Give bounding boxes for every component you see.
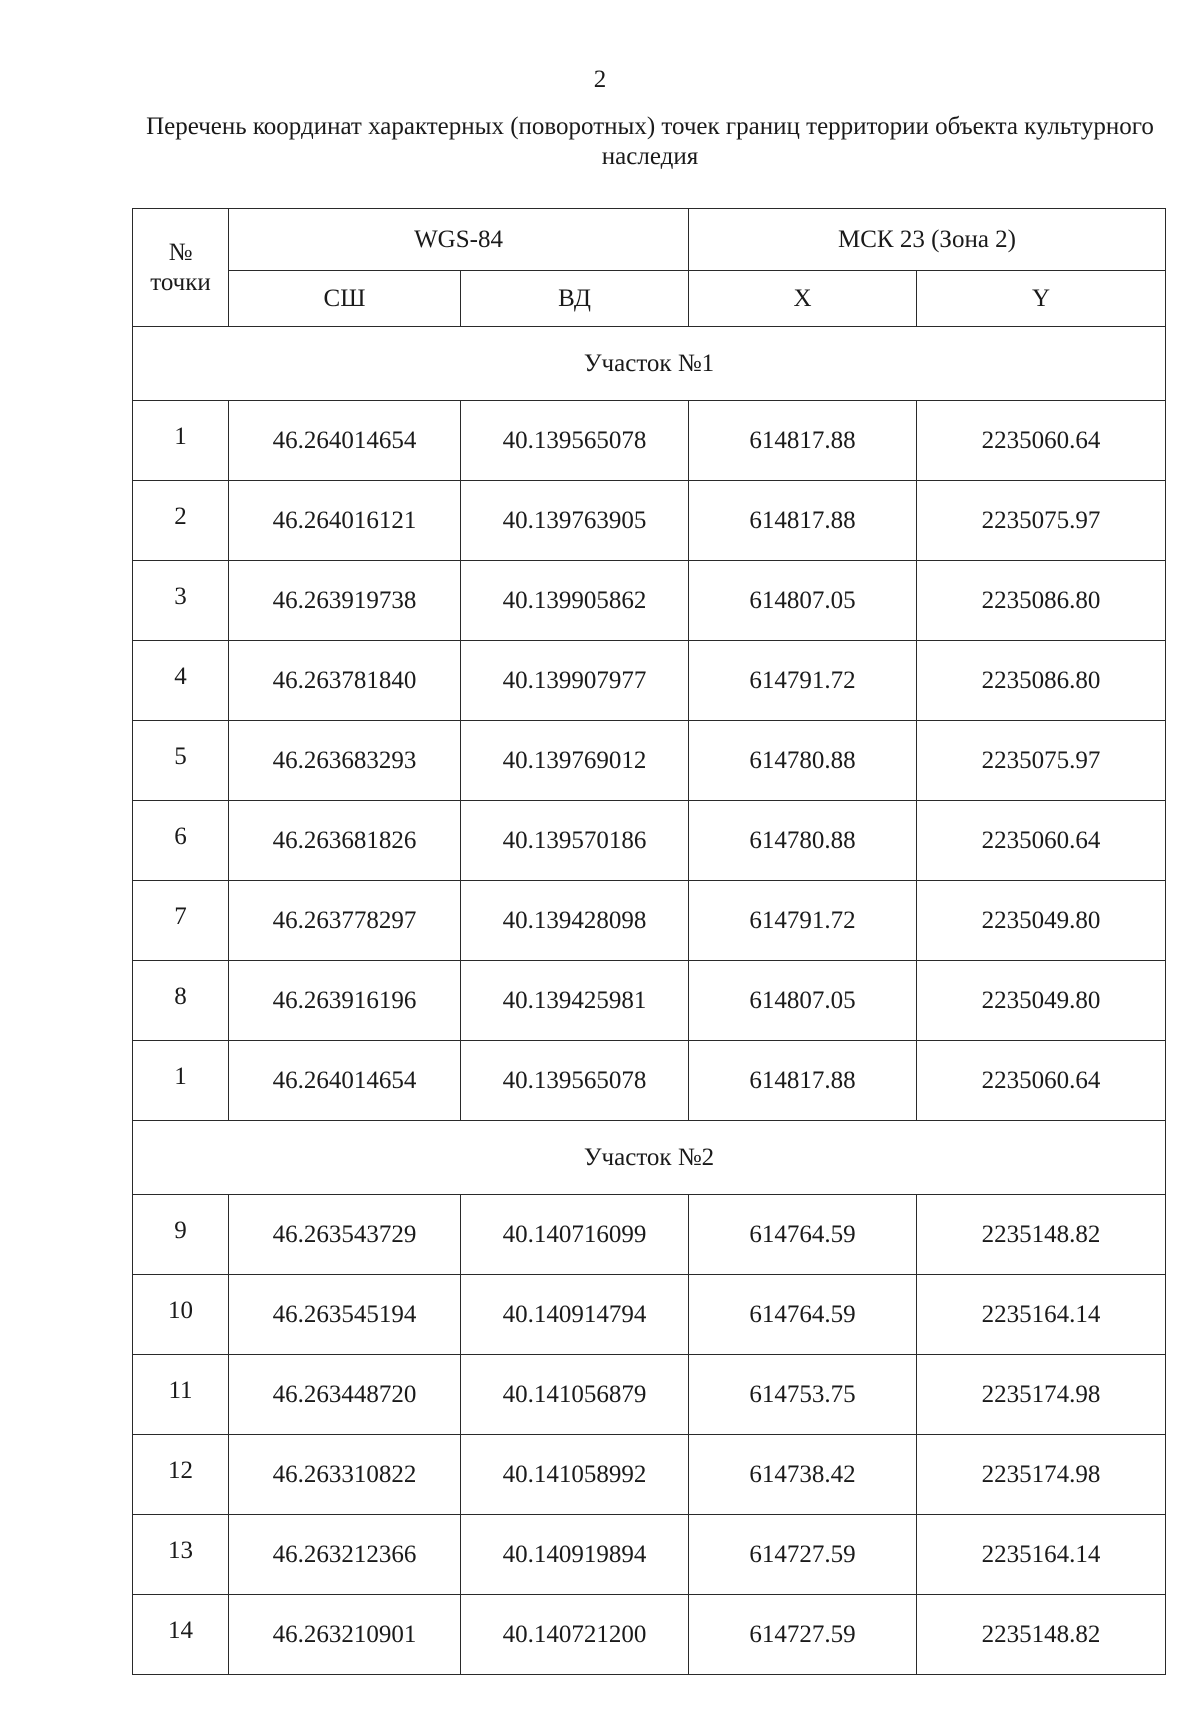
x-coordinate-cell: 614738.42	[689, 1435, 917, 1515]
x-coordinate-cell: 614817.88	[689, 401, 917, 481]
table-row	[133, 961, 1166, 1041]
longitude-cell: 40.139428098	[461, 881, 689, 961]
latitude-cell: 46.264016121	[229, 481, 461, 561]
x-coordinate-cell: 614727.59	[689, 1515, 917, 1595]
y-coordinate-cell: 2235086.80	[917, 561, 1166, 641]
point-number-cell: 12	[133, 1435, 229, 1515]
page-number: 2	[593, 66, 607, 93]
point-number-cell: 13	[133, 1515, 229, 1595]
longitude-cell: 40.139763905	[461, 481, 689, 561]
y-coordinate-cell: 2235148.82	[917, 1195, 1166, 1275]
point-number-cell: 11	[133, 1355, 229, 1435]
table-row	[133, 881, 1166, 961]
x-coordinate-cell: 614780.88	[689, 721, 917, 801]
x-coordinate-cell: 614780.88	[689, 801, 917, 881]
latitude-cell: 46.263919738	[229, 561, 461, 641]
longitude-cell: 40.140919894	[461, 1515, 689, 1595]
point-number-cell: 10	[133, 1275, 229, 1355]
longitude-cell: 40.140716099	[461, 1195, 689, 1275]
latitude-cell: 46.263683293	[229, 721, 461, 801]
longitude-header: ВД	[461, 271, 689, 327]
table-row	[133, 401, 1166, 481]
y-coordinate-cell: 2235049.80	[917, 881, 1166, 961]
table-row	[133, 1595, 1166, 1675]
longitude-cell: 40.140914794	[461, 1275, 689, 1355]
document-title: Перечень координат характерных (поворотных) точек границ территории объекта культурного наследия	[146, 113, 1154, 170]
table-subheader-row	[133, 271, 1166, 327]
point-number-cell: 2	[133, 481, 229, 561]
latitude-cell: 46.263212366	[229, 1515, 461, 1595]
y-coordinate-cell: 2235075.97	[917, 721, 1166, 801]
longitude-cell: 40.139570186	[461, 801, 689, 881]
x-coordinate-cell: 614753.75	[689, 1355, 917, 1435]
y-coordinate-cell: 2235174.98	[917, 1435, 1166, 1515]
longitude-cell: 40.139565078	[461, 1041, 689, 1121]
x-coordinate-cell: 614817.88	[689, 481, 917, 561]
longitude-cell: 40.139905862	[461, 561, 689, 641]
coordinates-table	[132, 208, 1166, 1675]
table-row	[133, 561, 1166, 641]
point-number-cell: 1	[133, 401, 229, 481]
table-row	[133, 1355, 1166, 1435]
x-header: X	[689, 271, 917, 327]
latitude-cell: 46.263543729	[229, 1195, 461, 1275]
table-row	[133, 1515, 1166, 1595]
table-row	[133, 801, 1166, 881]
longitude-cell: 40.139907977	[461, 641, 689, 721]
section-title: Участок №2	[133, 1121, 1166, 1195]
point-number-cell: 8	[133, 961, 229, 1041]
latitude-cell: 46.264014654	[229, 1041, 461, 1121]
latitude-cell: 46.263681826	[229, 801, 461, 881]
longitude-cell: 40.139769012	[461, 721, 689, 801]
section-row	[133, 1121, 1166, 1195]
latitude-cell: 46.263778297	[229, 881, 461, 961]
table-row	[133, 1435, 1166, 1515]
point-number-header	[133, 209, 229, 327]
x-coordinate-cell: 614791.72	[689, 881, 917, 961]
y-coordinate-cell: 2235164.14	[917, 1515, 1166, 1595]
longitude-cell: 40.141058992	[461, 1435, 689, 1515]
table-row	[133, 1041, 1166, 1121]
latitude-cell: 46.264014654	[229, 401, 461, 481]
table-header-row	[133, 209, 1166, 271]
x-coordinate-cell: 614807.05	[689, 961, 917, 1041]
x-coordinate-cell: 614727.59	[689, 1595, 917, 1675]
point-number-cell: 4	[133, 641, 229, 721]
y-header: Y	[917, 271, 1166, 327]
table-row	[133, 1275, 1166, 1355]
y-coordinate-cell: 2235060.64	[917, 1041, 1166, 1121]
wgs84-group-header: WGS-84	[229, 209, 689, 271]
table-body	[133, 327, 1166, 1675]
latitude-cell: 46.263545194	[229, 1275, 461, 1355]
y-coordinate-cell: 2235060.64	[917, 401, 1166, 481]
table-row	[133, 1195, 1166, 1275]
latitude-cell: 46.263310822	[229, 1435, 461, 1515]
section-title: Участок №1	[133, 327, 1166, 401]
y-coordinate-cell: 2235174.98	[917, 1355, 1166, 1435]
latitude-header: СШ	[229, 271, 461, 327]
y-coordinate-cell: 2235148.82	[917, 1595, 1166, 1675]
section-row	[133, 327, 1166, 401]
x-coordinate-cell: 614764.59	[689, 1275, 917, 1355]
point-number-cell: 6	[133, 801, 229, 881]
point-number-cell: 7	[133, 881, 229, 961]
y-coordinate-cell: 2235164.14	[917, 1275, 1166, 1355]
table-row	[133, 721, 1166, 801]
msk23-group-header: МСК 23 (Зона 2)	[689, 209, 1166, 271]
y-coordinate-cell: 2235086.80	[917, 641, 1166, 721]
point-number-cell: 5	[133, 721, 229, 801]
point-number-cell: 9	[133, 1195, 229, 1275]
y-coordinate-cell: 2235075.97	[917, 481, 1166, 561]
latitude-cell: 46.263210901	[229, 1595, 461, 1675]
latitude-cell: 46.263448720	[229, 1355, 461, 1435]
point-number-header-symbol: №	[168, 238, 193, 266]
longitude-cell: 40.141056879	[461, 1355, 689, 1435]
latitude-cell: 46.263781840	[229, 641, 461, 721]
table-row	[133, 481, 1166, 561]
y-coordinate-cell: 2235060.64	[917, 801, 1166, 881]
point-number-cell: 1	[133, 1041, 229, 1121]
longitude-cell: 40.139425981	[461, 961, 689, 1041]
y-coordinate-cell: 2235049.80	[917, 961, 1166, 1041]
x-coordinate-cell: 614817.88	[689, 1041, 917, 1121]
x-coordinate-cell: 614791.72	[689, 641, 917, 721]
point-number-cell: 3	[133, 561, 229, 641]
point-number-header-label: точки	[150, 268, 211, 296]
longitude-cell: 40.140721200	[461, 1595, 689, 1675]
point-number-cell: 14	[133, 1595, 229, 1675]
x-coordinate-cell: 614764.59	[689, 1195, 917, 1275]
x-coordinate-cell: 614807.05	[689, 561, 917, 641]
table-row	[133, 641, 1166, 721]
longitude-cell: 40.139565078	[461, 401, 689, 481]
latitude-cell: 46.263916196	[229, 961, 461, 1041]
